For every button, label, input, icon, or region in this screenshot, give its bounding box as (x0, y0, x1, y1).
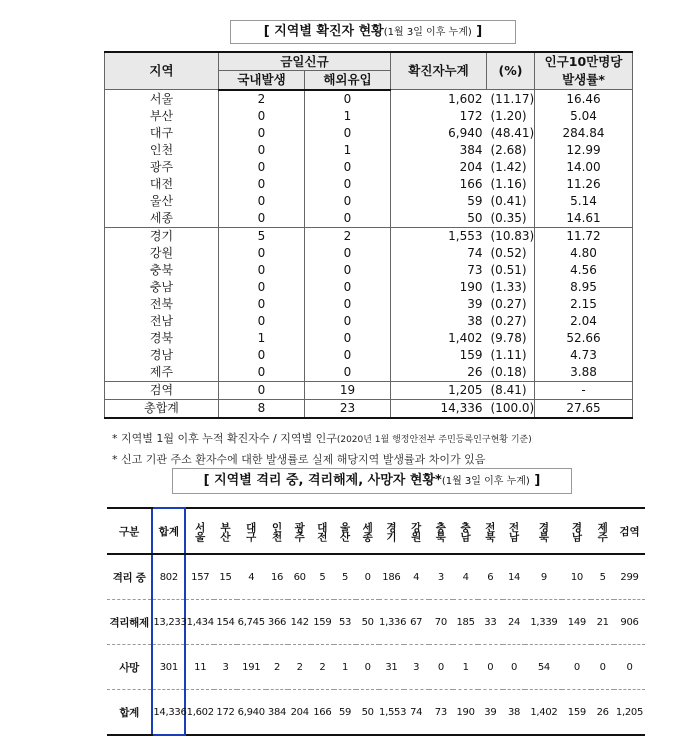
percent-cell: (1.33) (487, 279, 535, 296)
cumulative-cell: 1,602 (391, 90, 487, 108)
percent-cell: (9.78) (487, 330, 535, 347)
region-cell: 충남 (105, 279, 219, 296)
region-value-cell: 0 (591, 645, 614, 690)
header-rate (535, 52, 633, 90)
region-value-cell: 74 (404, 690, 429, 736)
overseas-cell: 1 (305, 108, 391, 125)
percent-cell: (0.27) (487, 296, 535, 313)
header-percent: (%) (487, 52, 535, 90)
cumulative-cell: 384 (391, 142, 487, 159)
header-region-col: 울산 (334, 508, 357, 554)
footnote-population (112, 430, 532, 446)
table2-title (172, 468, 572, 494)
table2-title-text: [ 지역별 격리 중, 격리해제, 사망자 현황* (203, 473, 442, 488)
table-row (105, 347, 633, 364)
domestic-cell: 0 (219, 279, 305, 296)
header-region: 지역 (105, 52, 219, 90)
region-value-cell: 39 (478, 690, 503, 736)
table-row (105, 176, 633, 193)
overseas-cell: 0 (305, 176, 391, 193)
region-value-cell: 2 (311, 645, 334, 690)
total-cell: 14,336 (152, 690, 185, 736)
cumulative-cell: 204 (391, 159, 487, 176)
row-label: 격리해제 (107, 600, 152, 645)
region-value-cell: 154 (214, 600, 237, 645)
rate-cell: 8.95 (535, 279, 633, 296)
header-category: 구분 (107, 508, 152, 554)
overseas-cell: 0 (305, 279, 391, 296)
region-value-cell: 53 (334, 600, 357, 645)
overseas-cell: 0 (305, 364, 391, 382)
header-region-col: 전북 (478, 508, 503, 554)
region-value-cell: 21 (591, 600, 614, 645)
region-value-cell: 3 (429, 554, 454, 600)
domestic-cell: 0 (219, 381, 305, 399)
header-region-col: 충북 (429, 508, 454, 554)
domestic-cell: 0 (219, 125, 305, 142)
table-row (105, 381, 633, 399)
cumulative-cell: 73 (391, 262, 487, 279)
region-cell: 제주 (105, 364, 219, 382)
percent-cell: (1.20) (487, 108, 535, 125)
region-value-cell: 9 (525, 554, 562, 600)
region-value-cell: 11 (185, 645, 214, 690)
region-cell: 인천 (105, 142, 219, 159)
percent-cell: (1.42) (487, 159, 535, 176)
percent-cell: (11.17) (487, 90, 535, 108)
overseas-cell: 0 (305, 125, 391, 142)
region-value-cell: 70 (429, 600, 454, 645)
table-row (107, 645, 645, 690)
region-cell: 대구 (105, 125, 219, 142)
rate-cell: 11.72 (535, 227, 633, 245)
region-value-cell: 1,339 (525, 600, 562, 645)
domestic-cell: 0 (219, 210, 305, 228)
cumulative-cell: 159 (391, 347, 487, 364)
region-cell: 경남 (105, 347, 219, 364)
region-cell: 세종 (105, 210, 219, 228)
region-value-cell: 0 (356, 645, 379, 690)
header-domestic: 국내발생 (219, 71, 305, 90)
cumulative-cell: 1,553 (391, 227, 487, 245)
domestic-cell: 0 (219, 313, 305, 330)
header-region-col: 대전 (311, 508, 334, 554)
footnote-rate: * 신고 기관 주소 환자수에 대한 발생률로 실제 해당지역 발생률과 차이가 있음 (112, 453, 486, 466)
rate-cell: 14.61 (535, 210, 633, 228)
region-value-cell: 186 (379, 554, 404, 600)
region-cell: 전북 (105, 296, 219, 313)
total-cell: 301 (152, 645, 185, 690)
table-row (105, 330, 633, 347)
table-row (105, 245, 633, 262)
table1-title-end: ] (476, 24, 483, 39)
table-row (105, 159, 633, 176)
overseas-cell: 0 (305, 313, 391, 330)
domestic-cell: 0 (219, 262, 305, 279)
isolation-status-table (107, 507, 645, 736)
region-value-cell: 0 (356, 554, 379, 600)
region-value-cell: 159 (311, 600, 334, 645)
header-region-col: 경남 (562, 508, 591, 554)
table1-title (230, 20, 516, 44)
percent-cell: (10.83) (487, 227, 535, 245)
footnote-population-source: (2020년 1월 행정안전부 주민등록인구현황 기준) (336, 435, 532, 445)
percent-cell: (0.41) (487, 193, 535, 210)
table-row (107, 690, 645, 736)
percent-cell: (8.41) (487, 381, 535, 399)
region-value-cell: 172 (214, 690, 237, 736)
cumulative-cell: 50 (391, 210, 487, 228)
region-value-cell: 10 (562, 554, 591, 600)
overseas-cell: 0 (305, 159, 391, 176)
rate-cell: 27.65 (535, 399, 633, 418)
region-value-cell: 73 (429, 690, 454, 736)
domestic-cell: 8 (219, 399, 305, 418)
region-value-cell: 0 (614, 645, 645, 690)
domestic-cell: 0 (219, 364, 305, 382)
table-row (105, 279, 633, 296)
region-value-cell: 50 (356, 690, 379, 736)
region-value-cell: 191 (237, 645, 266, 690)
region-value-cell: 5 (591, 554, 614, 600)
rate-cell: 12.99 (535, 142, 633, 159)
percent-cell: (48.41) (487, 125, 535, 142)
table-row (105, 142, 633, 159)
region-value-cell: 1 (334, 645, 357, 690)
region-cell: 경북 (105, 330, 219, 347)
cumulative-cell: 38 (391, 313, 487, 330)
region-value-cell: 67 (404, 600, 429, 645)
cumulative-cell: 190 (391, 279, 487, 296)
row-label: 사망 (107, 645, 152, 690)
cumulative-cell: 59 (391, 193, 487, 210)
overseas-cell: 0 (305, 262, 391, 279)
region-value-cell: 0 (562, 645, 591, 690)
region-value-cell: 2 (288, 645, 311, 690)
table-row (107, 600, 645, 645)
region-value-cell: 1,402 (525, 690, 562, 736)
region-value-cell: 0 (429, 645, 454, 690)
region-value-cell: 1,336 (379, 600, 404, 645)
overseas-cell: 19 (305, 381, 391, 399)
region-value-cell: 6,745 (237, 600, 266, 645)
region-value-cell: 6,940 (237, 690, 266, 736)
table-row (105, 227, 633, 245)
header-region-col: 경기 (379, 508, 404, 554)
region-value-cell: 366 (266, 600, 289, 645)
total-cell: 802 (152, 554, 185, 600)
table-row (105, 193, 633, 210)
region-value-cell: 2 (266, 645, 289, 690)
region-value-cell: 60 (288, 554, 311, 600)
domestic-cell: 0 (219, 159, 305, 176)
region-cell: 광주 (105, 159, 219, 176)
region-value-cell: 4 (404, 554, 429, 600)
row-label: 합계 (107, 690, 152, 736)
rate-cell: 4.73 (535, 347, 633, 364)
overseas-cell: 0 (305, 245, 391, 262)
rate-cell: 14.00 (535, 159, 633, 176)
region-cell: 충북 (105, 262, 219, 279)
overseas-cell: 0 (305, 193, 391, 210)
header-region-col: 인천 (266, 508, 289, 554)
table-row (105, 313, 633, 330)
cumulative-cell: 166 (391, 176, 487, 193)
region-value-cell: 26 (591, 690, 614, 736)
region-value-cell: 4 (237, 554, 266, 600)
region-value-cell: 1,602 (185, 690, 214, 736)
percent-cell: (0.51) (487, 262, 535, 279)
region-value-cell: 3 (404, 645, 429, 690)
cumulative-cell: 14,336 (391, 399, 487, 418)
rate-cell: 11.26 (535, 176, 633, 193)
region-value-cell: 5 (334, 554, 357, 600)
region-value-cell: 5 (311, 554, 334, 600)
region-value-cell: 906 (614, 600, 645, 645)
table-row (105, 210, 633, 228)
region-value-cell: 14 (503, 554, 526, 600)
region-cell: 경기 (105, 227, 219, 245)
header-rate-line2: 발생률* (562, 72, 605, 87)
region-value-cell: 0 (478, 645, 503, 690)
overseas-cell: 0 (305, 347, 391, 364)
region-value-cell: 142 (288, 600, 311, 645)
percent-cell: (0.18) (487, 364, 535, 382)
total-cell: 13,233 (152, 600, 185, 645)
region-value-cell: 1 (453, 645, 478, 690)
region-value-cell: 33 (478, 600, 503, 645)
region-value-cell: 50 (356, 600, 379, 645)
header-region-col: 제주 (591, 508, 614, 554)
region-cell: 서울 (105, 90, 219, 108)
region-value-cell: 59 (334, 690, 357, 736)
rate-cell: 3.88 (535, 364, 633, 382)
domestic-cell: 0 (219, 347, 305, 364)
region-value-cell: 24 (503, 600, 526, 645)
footnote-population-main: * 지역별 1월 이후 누적 확진자수 / 지역별 인구 (112, 432, 337, 445)
region-value-cell: 384 (266, 690, 289, 736)
overseas-cell: 2 (305, 227, 391, 245)
region-value-cell: 54 (525, 645, 562, 690)
percent-cell: (2.68) (487, 142, 535, 159)
domestic-cell: 1 (219, 330, 305, 347)
table-row (105, 399, 633, 418)
rate-cell: 4.56 (535, 262, 633, 279)
region-cell: 총합계 (105, 399, 219, 418)
domestic-cell: 0 (219, 245, 305, 262)
overseas-cell: 0 (305, 210, 391, 228)
percent-cell: (100.0) (487, 399, 535, 418)
region-value-cell: 299 (614, 554, 645, 600)
header-region-col: 부산 (214, 508, 237, 554)
region-value-cell: 6 (478, 554, 503, 600)
table-row (105, 364, 633, 382)
region-value-cell: 157 (185, 554, 214, 600)
cumulative-cell: 74 (391, 245, 487, 262)
percent-cell: (0.52) (487, 245, 535, 262)
table1-title-suffix: (1월 3일 이후 누계) (383, 27, 472, 38)
percent-cell: (0.35) (487, 210, 535, 228)
region-cell: 울산 (105, 193, 219, 210)
rate-cell: 5.04 (535, 108, 633, 125)
region-value-cell: 1,553 (379, 690, 404, 736)
table2-title-suffix: (1월 3일 이후 누계) (441, 476, 530, 487)
table-row (105, 125, 633, 142)
rate-cell: - (535, 381, 633, 399)
region-value-cell: 1,205 (614, 690, 645, 736)
region-cell: 대전 (105, 176, 219, 193)
header-region-col: 검역 (614, 508, 645, 554)
header-today-new: 금일신규 (219, 52, 391, 71)
table-row (105, 90, 633, 108)
region-value-cell: 149 (562, 600, 591, 645)
domestic-cell: 0 (219, 296, 305, 313)
cumulative-cell: 6,940 (391, 125, 487, 142)
region-cell: 검역 (105, 381, 219, 399)
region-value-cell: 15 (214, 554, 237, 600)
rate-cell: 284.84 (535, 125, 633, 142)
region-cell: 부산 (105, 108, 219, 125)
overseas-cell: 0 (305, 296, 391, 313)
region-cell: 강원 (105, 245, 219, 262)
domestic-cell: 0 (219, 176, 305, 193)
header-total: 합계 (152, 508, 185, 554)
overseas-cell: 23 (305, 399, 391, 418)
rate-cell: 4.80 (535, 245, 633, 262)
domestic-cell: 0 (219, 193, 305, 210)
region-value-cell: 159 (562, 690, 591, 736)
overseas-cell: 0 (305, 330, 391, 347)
cumulative-cell: 39 (391, 296, 487, 313)
domestic-cell: 0 (219, 142, 305, 159)
header-region-col: 전남 (503, 508, 526, 554)
rate-cell: 52.66 (535, 330, 633, 347)
region-value-cell: 166 (311, 690, 334, 736)
region-value-cell: 185 (453, 600, 478, 645)
domestic-cell: 2 (219, 90, 305, 108)
region-value-cell: 0 (503, 645, 526, 690)
header-region-col: 서울 (185, 508, 214, 554)
region-value-cell: 190 (453, 690, 478, 736)
domestic-cell: 5 (219, 227, 305, 245)
header-region-col: 대구 (237, 508, 266, 554)
table2-title-end: ] (534, 473, 541, 488)
cumulative-cell: 1,402 (391, 330, 487, 347)
header-region-col: 세종 (356, 508, 379, 554)
overseas-cell: 0 (305, 90, 391, 108)
region-cell: 전남 (105, 313, 219, 330)
domestic-cell: 0 (219, 108, 305, 125)
percent-cell: (1.11) (487, 347, 535, 364)
table1-title-text: [ 지역별 확진자 현황 (263, 24, 384, 39)
rate-cell: 5.14 (535, 193, 633, 210)
percent-cell: (0.27) (487, 313, 535, 330)
header-region-col: 강원 (404, 508, 429, 554)
row-label: 격리 중 (107, 554, 152, 600)
header-cumulative: 확진자누계 (391, 52, 487, 90)
region-value-cell: 16 (266, 554, 289, 600)
table-row (105, 262, 633, 279)
header-rate-line1: 인구10만명당 (544, 54, 623, 69)
percent-cell: (1.16) (487, 176, 535, 193)
header-region-col: 경북 (525, 508, 562, 554)
header-overseas: 해외유입 (305, 71, 391, 90)
table-row (107, 554, 645, 600)
cumulative-cell: 26 (391, 364, 487, 382)
rate-cell: 16.46 (535, 90, 633, 108)
header-region-col: 광주 (288, 508, 311, 554)
rate-cell: 2.15 (535, 296, 633, 313)
region-value-cell: 38 (503, 690, 526, 736)
header-region-col: 충남 (453, 508, 478, 554)
region-value-cell: 31 (379, 645, 404, 690)
table-row (105, 296, 633, 313)
table-row (105, 108, 633, 125)
rate-cell: 2.04 (535, 313, 633, 330)
cumulative-cell: 1,205 (391, 381, 487, 399)
cumulative-cell: 172 (391, 108, 487, 125)
region-value-cell: 204 (288, 690, 311, 736)
region-value-cell: 1,434 (185, 600, 214, 645)
overseas-cell: 1 (305, 142, 391, 159)
confirmed-by-region-table (104, 51, 633, 419)
region-value-cell: 4 (453, 554, 478, 600)
region-value-cell: 3 (214, 645, 237, 690)
